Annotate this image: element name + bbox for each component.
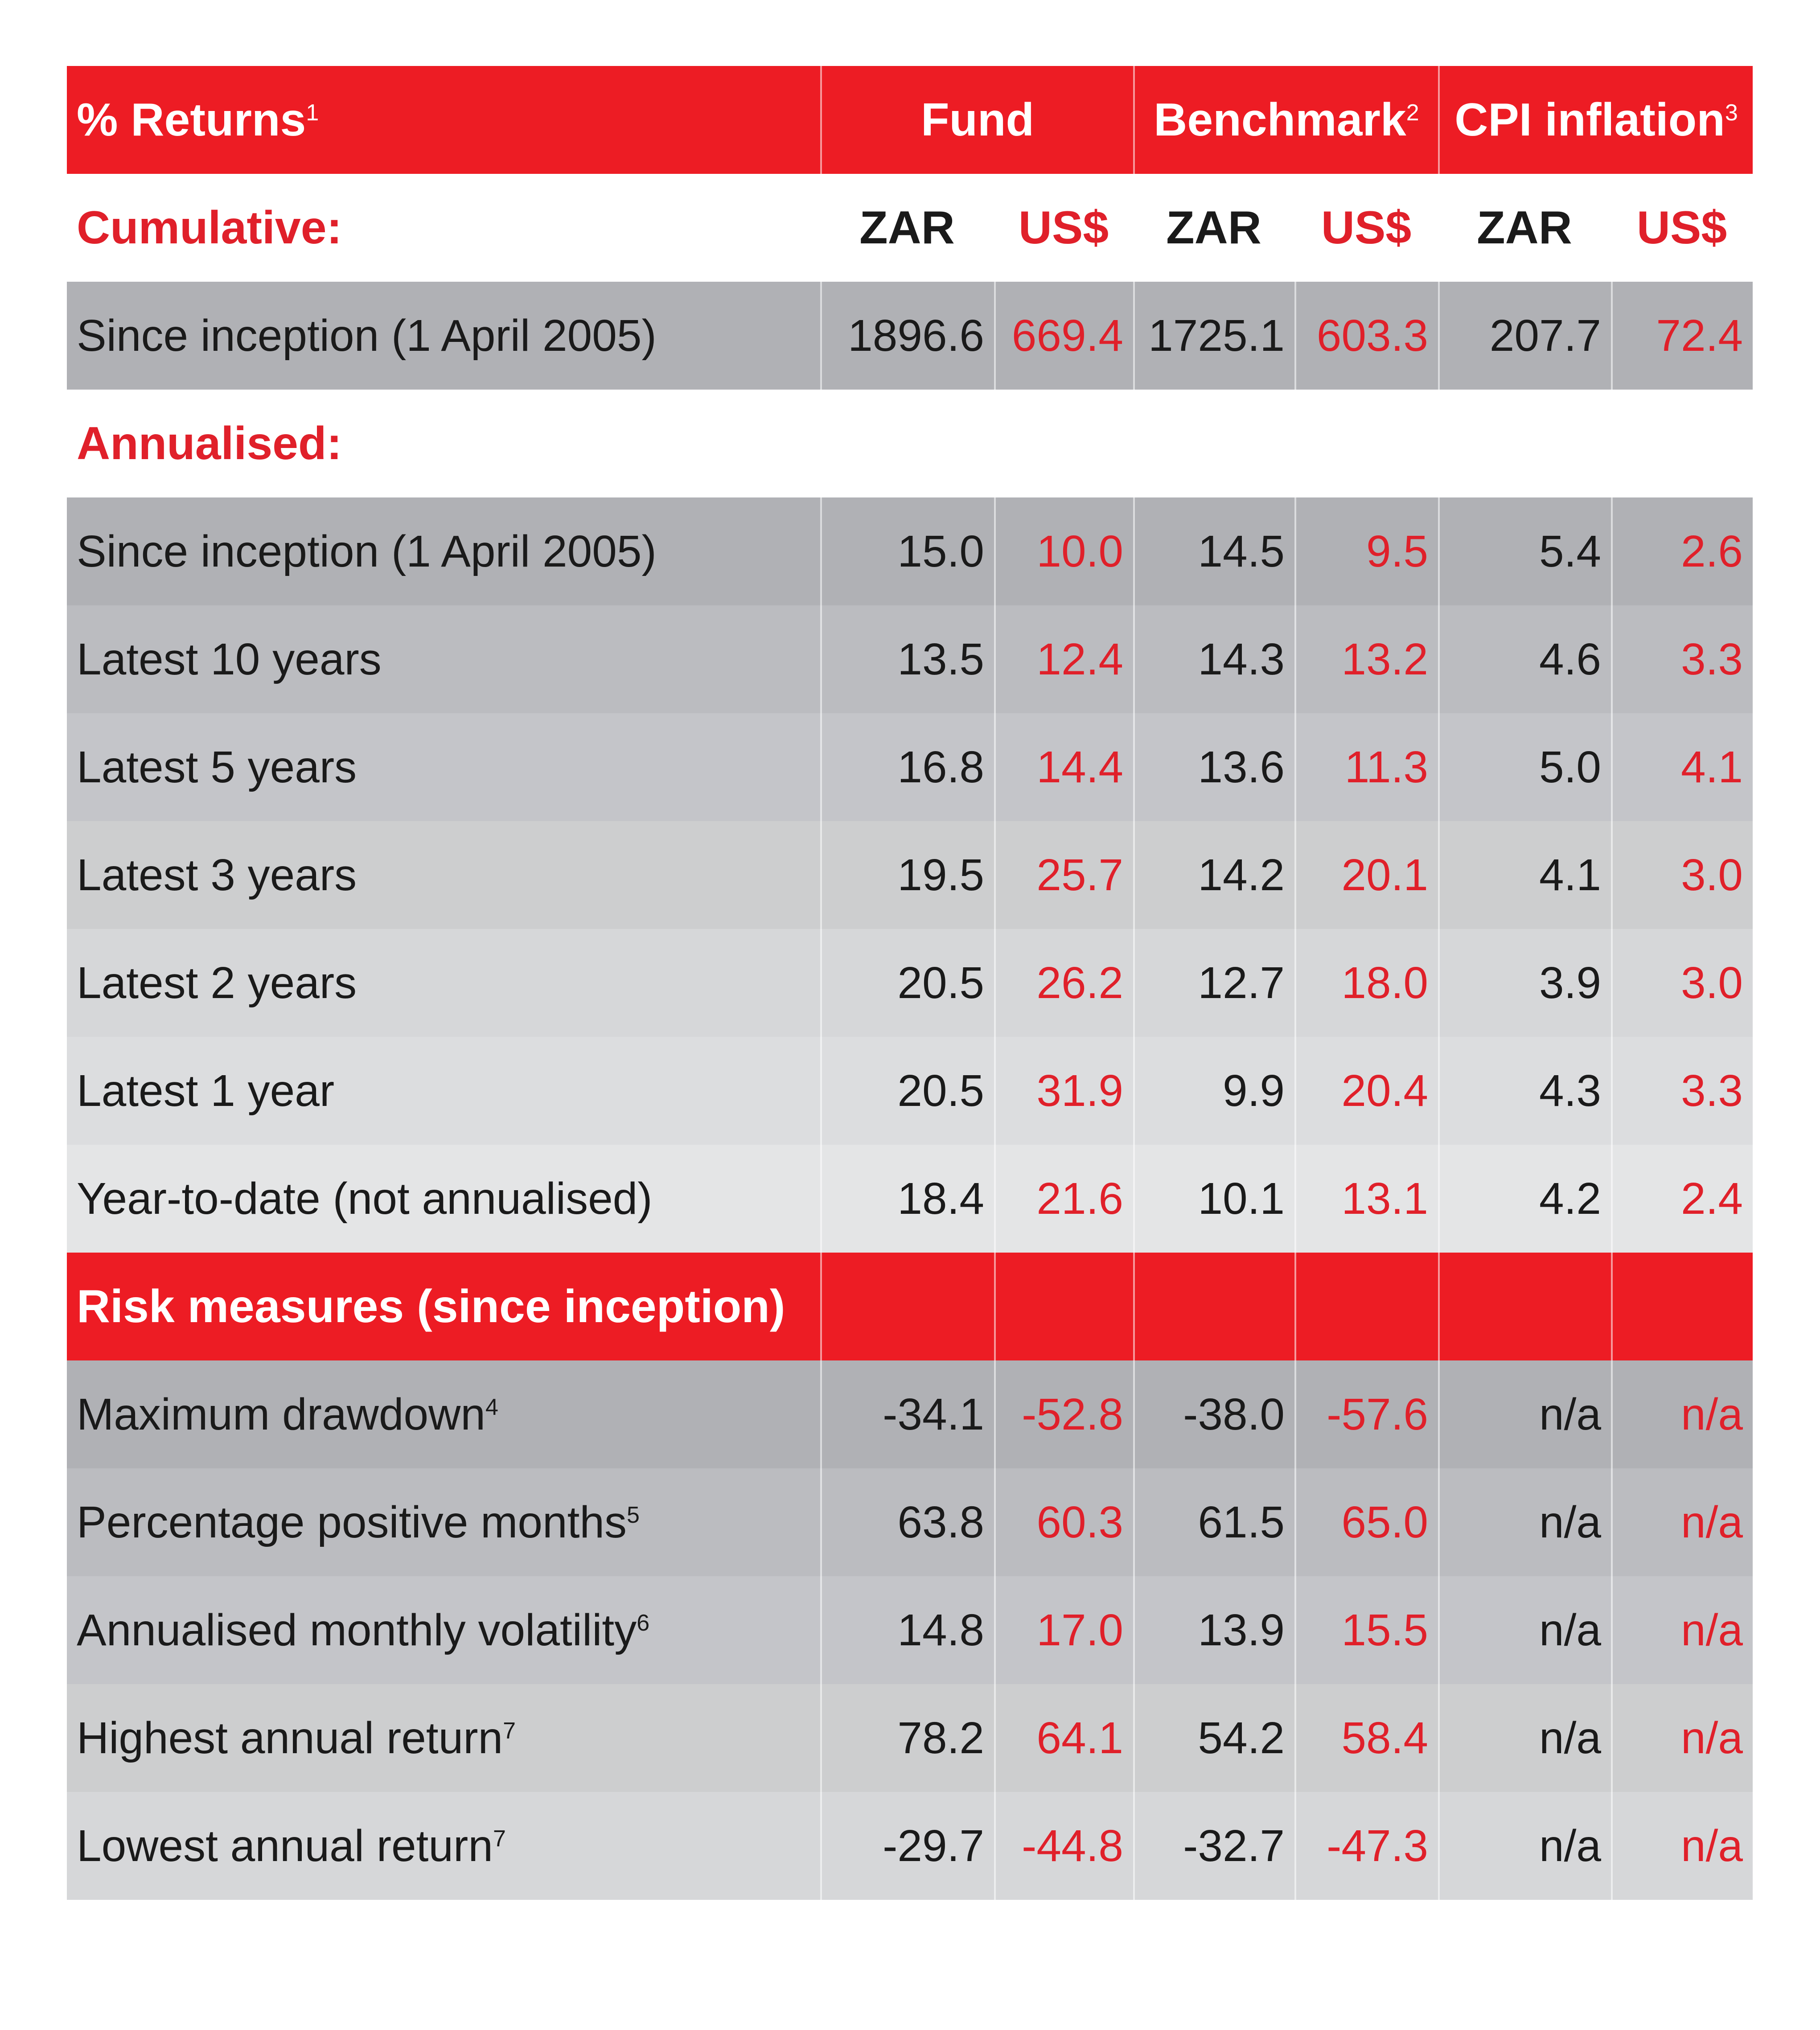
fund-zar-value: 14.8 [820, 1576, 994, 1684]
fund-zar-value: 78.2 [820, 1684, 994, 1792]
fund-zar-value: 20.5 [820, 1037, 994, 1145]
row-label-text: Percentage positive months [77, 1497, 627, 1547]
benchmark-usd-value: -57.6 [1294, 1360, 1438, 1468]
cpi-zar-value: 5.4 [1438, 497, 1611, 605]
cpi-usd-value: 2.4 [1611, 1145, 1753, 1253]
currency-label-usd: US$ [1321, 201, 1412, 254]
fund-zar-value: 19.5 [820, 821, 994, 929]
fund-usd-value: 60.3 [994, 1468, 1133, 1576]
footnote-marker: 1 [306, 100, 319, 126]
annualised-section-label: Annualised: [77, 417, 342, 469]
row-label-text: Maximum drawdown [77, 1389, 485, 1439]
fund-usd-value: 26.2 [994, 929, 1133, 1037]
fund-usd-value: 31.9 [994, 1037, 1133, 1145]
benchmark-zar-value: 1725.1 [1133, 282, 1294, 390]
cpi-zar-value: 4.6 [1438, 605, 1611, 713]
benchmark-usd-value: 9.5 [1294, 497, 1438, 605]
table-row [67, 1684, 1753, 1792]
fund-zar-value: -29.7 [820, 1792, 994, 1900]
cpi-usd-value: n/a [1611, 1684, 1753, 1792]
cpi-usd-value: 3.0 [1611, 929, 1753, 1037]
empty-cell [1438, 1253, 1611, 1360]
benchmark-zar-value: 61.5 [1133, 1468, 1294, 1576]
benchmark-zar-value: 9.9 [1133, 1037, 1294, 1145]
cpi-usd-value: 2.6 [1611, 497, 1753, 605]
cpi-usd-value: 3.3 [1611, 1037, 1753, 1145]
fund-zar-value: 16.8 [820, 713, 994, 821]
cpi-header-cell [1438, 66, 1753, 174]
fund-usd-value: -44.8 [994, 1792, 1133, 1900]
risk-section-label: Risk measures (since inception) [77, 1280, 785, 1332]
cumulative-section-label: Cumulative: [77, 201, 342, 254]
benchmark-zar-value: 10.1 [1133, 1145, 1294, 1253]
row-label: Latest 5 years [77, 742, 357, 792]
cpi-zar-value: 4.3 [1438, 1037, 1611, 1145]
fund-header-label: Fund [920, 94, 1035, 146]
table-row [67, 1468, 1753, 1576]
benchmark-usd-value: 18.0 [1294, 929, 1438, 1037]
cumulative-section-row [67, 174, 1753, 282]
fund-zar-value: -34.1 [820, 1360, 994, 1468]
table-row [67, 1792, 1753, 1900]
currency-label-zar: ZAR [859, 201, 955, 254]
fund-usd-value: 669.4 [994, 282, 1133, 390]
table-row [67, 713, 1753, 821]
row-label: Latest 10 years [77, 634, 382, 684]
cpi-zar-value: n/a [1438, 1792, 1611, 1900]
row-label: Since inception (1 April 2005) [77, 310, 657, 361]
footnote-marker: 5 [627, 1502, 640, 1528]
fund-usd-value: 21.6 [994, 1145, 1133, 1253]
empty-cell [1294, 1253, 1438, 1360]
cpi-zar-value: 4.2 [1438, 1145, 1611, 1253]
cpi-usd-value: 4.1 [1611, 713, 1753, 821]
cpi-header-label: CPI inflation [1454, 94, 1725, 146]
fund-header-cell [820, 66, 1133, 174]
benchmark-header-label: Benchmark [1154, 94, 1406, 146]
benchmark-usd-value: 11.3 [1294, 713, 1438, 821]
benchmark-usd-value: 13.1 [1294, 1145, 1438, 1253]
row-label [67, 1360, 820, 1468]
table-row [67, 605, 1753, 713]
row-label-text: Annualised monthly volatility [77, 1605, 637, 1655]
cpi-usd-value: 3.0 [1611, 821, 1753, 929]
row-label [67, 1576, 820, 1684]
footnote-marker: 6 [637, 1610, 650, 1636]
benchmark-usd-value: -47.3 [1294, 1792, 1438, 1900]
footnote-marker: 7 [503, 1718, 516, 1744]
empty-cell [820, 1253, 994, 1360]
benchmark-zar-value: 14.5 [1133, 497, 1294, 605]
row-label: Latest 1 year [77, 1065, 335, 1116]
fund-usd-value: 25.7 [994, 821, 1133, 929]
table-row [67, 929, 1753, 1037]
row-label [67, 1792, 820, 1900]
benchmark-usd-value: 15.5 [1294, 1576, 1438, 1684]
fund-zar-value: 18.4 [820, 1145, 994, 1253]
table-row [67, 1360, 1753, 1468]
table-row [67, 1145, 1753, 1253]
row-label: Latest 3 years [77, 850, 357, 900]
cpi-usd-value: n/a [1611, 1360, 1753, 1468]
cpi-usd-value: n/a [1611, 1792, 1753, 1900]
currency-label-usd: US$ [1018, 201, 1109, 254]
fund-usd-value: 12.4 [994, 605, 1133, 713]
table-row [67, 1576, 1753, 1684]
benchmark-header-cell [1133, 66, 1438, 174]
benchmark-usd-value: 58.4 [1294, 1684, 1438, 1792]
table-row [67, 497, 1753, 605]
cpi-zar-value: n/a [1438, 1360, 1611, 1468]
returns-header-cell [67, 66, 820, 174]
cpi-usd-value: n/a [1611, 1468, 1753, 1576]
empty-cell [1611, 1253, 1753, 1360]
annualised-section-row [67, 390, 1753, 497]
cpi-usd-value: 72.4 [1611, 282, 1753, 390]
benchmark-zar-value: 12.7 [1133, 929, 1294, 1037]
footnote-marker: 7 [493, 1826, 506, 1852]
row-label: Year-to-date (not annualised) [77, 1173, 653, 1224]
returns-header-label: % Returns [77, 94, 306, 146]
fund-usd-value: 14.4 [994, 713, 1133, 821]
fund-zar-value: 20.5 [820, 929, 994, 1037]
row-label-text: Highest annual return [77, 1713, 503, 1763]
fund-zar-value: 13.5 [820, 605, 994, 713]
table-row [67, 282, 1753, 390]
currency-label-zar: ZAR [1477, 201, 1572, 254]
risk-section-row [67, 1253, 1753, 1360]
cpi-zar-value: 207.7 [1438, 282, 1611, 390]
cpi-usd-value: 3.3 [1611, 605, 1753, 713]
benchmark-zar-value: 54.2 [1133, 1684, 1294, 1792]
footnote-marker: 4 [485, 1394, 498, 1420]
cpi-zar-value: n/a [1438, 1684, 1611, 1792]
cpi-zar-value: 4.1 [1438, 821, 1611, 929]
row-label: Since inception (1 April 2005) [77, 526, 657, 576]
table-header-row [67, 66, 1753, 174]
row-label-text: Lowest annual return [77, 1820, 493, 1871]
table-row [67, 821, 1753, 929]
benchmark-zar-value: -38.0 [1133, 1360, 1294, 1468]
benchmark-usd-value: 65.0 [1294, 1468, 1438, 1576]
benchmark-zar-value: 13.6 [1133, 713, 1294, 821]
cpi-zar-value: 3.9 [1438, 929, 1611, 1037]
benchmark-zar-value: -32.7 [1133, 1792, 1294, 1900]
benchmark-usd-value: 20.1 [1294, 821, 1438, 929]
returns-table [67, 66, 1753, 1900]
empty-cell [994, 1253, 1133, 1360]
benchmark-zar-value: 14.3 [1133, 605, 1294, 713]
footnote-marker: 3 [1725, 100, 1738, 126]
fund-usd-value: -52.8 [994, 1360, 1133, 1468]
benchmark-usd-value: 603.3 [1294, 282, 1438, 390]
benchmark-zar-value: 13.9 [1133, 1576, 1294, 1684]
currency-label-zar: ZAR [1166, 201, 1261, 254]
cpi-zar-value: n/a [1438, 1576, 1611, 1684]
currency-label-usd: US$ [1636, 201, 1727, 254]
fund-usd-value: 17.0 [994, 1576, 1133, 1684]
cpi-zar-value: n/a [1438, 1468, 1611, 1576]
table-row [67, 1037, 1753, 1145]
fund-zar-value: 63.8 [820, 1468, 994, 1576]
fund-zar-value: 1896.6 [820, 282, 994, 390]
benchmark-usd-value: 20.4 [1294, 1037, 1438, 1145]
fund-zar-value: 15.0 [820, 497, 994, 605]
cpi-usd-value: n/a [1611, 1576, 1753, 1684]
benchmark-zar-value: 14.2 [1133, 821, 1294, 929]
fund-usd-value: 10.0 [994, 497, 1133, 605]
fund-usd-value: 64.1 [994, 1684, 1133, 1792]
row-label [67, 1684, 820, 1792]
cpi-zar-value: 5.0 [1438, 713, 1611, 821]
benchmark-usd-value: 13.2 [1294, 605, 1438, 713]
row-label [67, 1468, 820, 1576]
row-label: Latest 2 years [77, 957, 357, 1008]
footnote-marker: 2 [1406, 100, 1419, 126]
empty-cell [1133, 1253, 1294, 1360]
